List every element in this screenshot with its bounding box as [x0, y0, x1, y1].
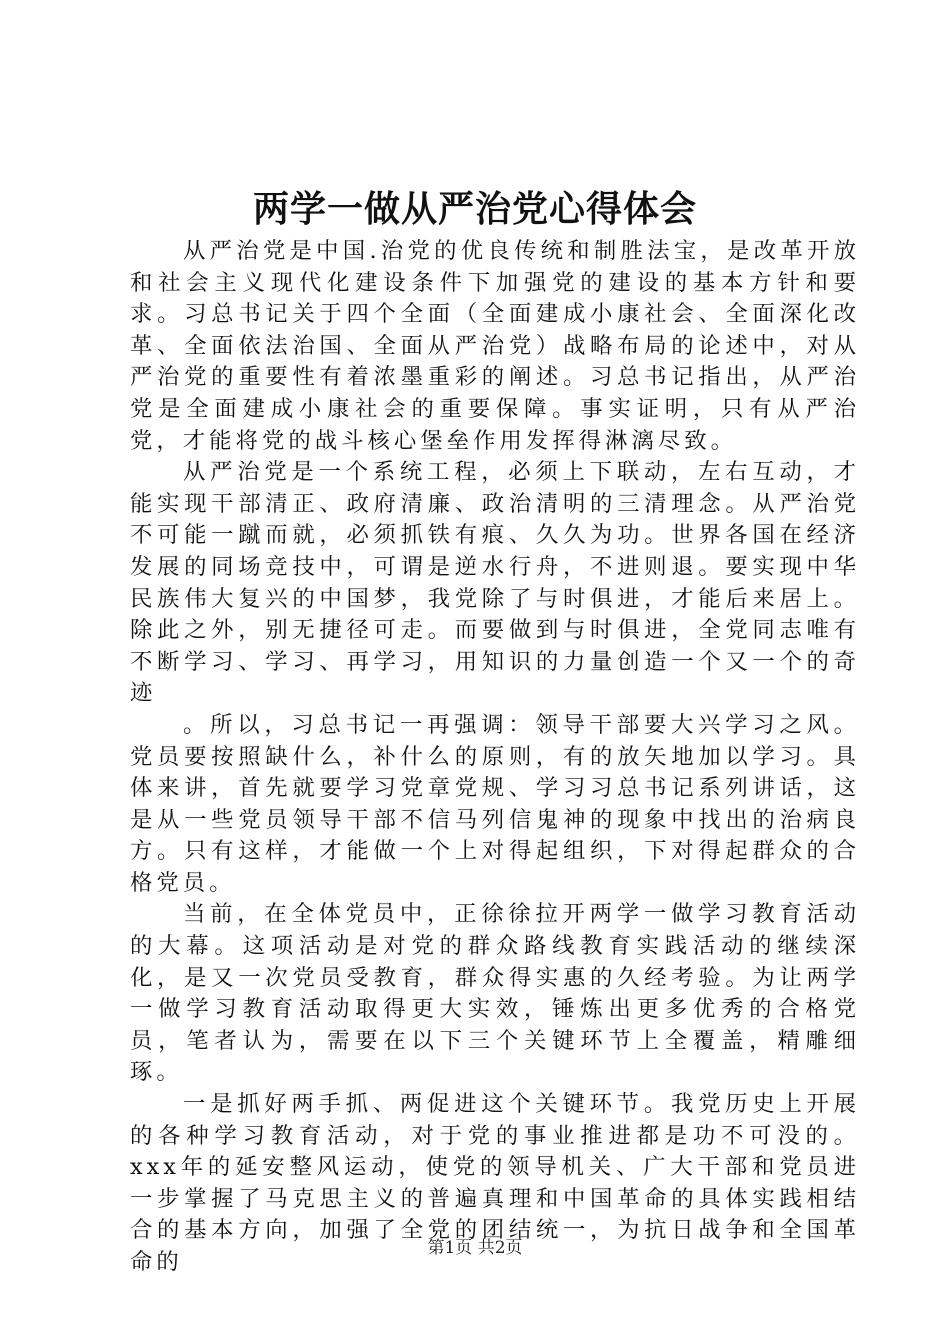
page-number-footer: 第1页 共2页: [427, 1238, 523, 1258]
paragraph-5: 一是抓好两手抓、两促进这个关键环节。我党历史上开展的各种学习教育活动，对于党的事业推进都是功不可没的。xxx年的延安整风运动，使党的领导机关、广大干部和党员进一步掌握了马克思主义的普遍真理和中国革命的具体实践相结合的基本方向，加强了全党的团结统一，为抗日战争和全国革命的: [130, 1091, 860, 1275]
paragraph-3: 。所以，习总书记一再强调：领导干部要大兴学习之风。党员要按照缺什么，补什么的原则，有的放矢地加以学习。具体来讲，首先就要学习党章党规、学习习总书记系列讲话，这是从一些党员领导干部不信马列信鬼神的现象中找出的治病良方。只有这样，才能做一个上对得起组织，下对得起群众的合格党员。: [130, 711, 860, 896]
document-title: 两学一做从严治党心得体会: [252, 188, 697, 230]
paragraph-4: 当前，在全体党员中，正徐徐拉开两学一做学习教育活动的大幕。这项活动是对党的群众路线教育实践活动的继续深化，是又一次党员受教育，群众得实惠的久经考验。为让两学一做学习教育活动取得更大实效，锤炼出更多优秀的合格党员，笔者认为，需要在以下三个关键环节上全覆盖，精雕细琢。: [130, 901, 860, 1086]
document-body: [130, 236, 860, 1279]
paragraph-2: 从严治党是一个系统工程，必须上下联动，左右互动，才能实现干部清正、政府清廉、政治清明的三清理念。从严治党不可能一蹴而就，必须抓铁有痕、久久为功。世界各国在经济发展的同场竞技中，可谓是逆水行舟，不进则退。要实现中华民族伟大复兴的中国梦，我党除了与时俱进，才能后来居上。除此之外，别无捷径可走。而要做到与时俱进，全党同志唯有不断学习、学习、再学习，用知识的力量创造一个又一个的奇迹: [130, 459, 860, 707]
paragraph-1: 从严治党是中国.治党的优良传统和制胜法宝，是改革开放和社会主义现代化建设条件下加强党的建设的基本方针和要求。习总书记关于四个全面（全面建成小康社会、全面深化改革、全面依法治国、全面从严治党）战略布局的论述中，对从严治党的重要性有着浓墨重彩的阐述。习总书记指出，从严治党是全面建成小康社会的重要保障。事实证明，只有从严治党，才能将党的战斗核心堡垒作用发挥得淋漓尽致。: [130, 238, 860, 454]
